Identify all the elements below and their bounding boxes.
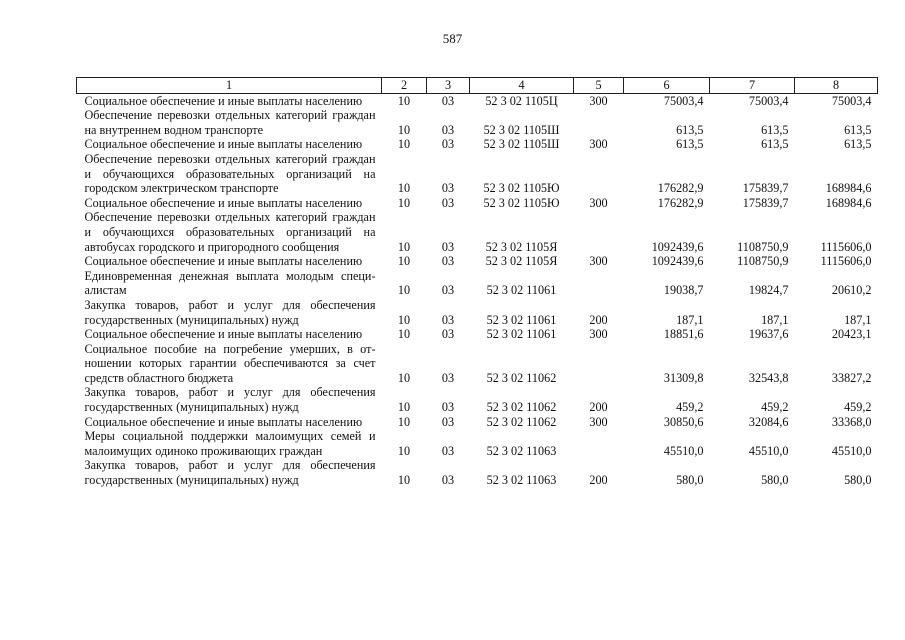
subsection-code: 03 (441, 370, 455, 385)
row-name: Обеспечение перевозки отдельных категорий граждан и обучающихся образовательных организаций на городском электрическом транспорте (84, 151, 376, 196)
column-header: 7 (710, 78, 795, 94)
target-article-code: 52 3 02 1105Ц (485, 93, 558, 108)
amount-col6: 45510,0 (663, 443, 704, 458)
amount-col6: 75003,4 (663, 93, 704, 108)
amount-col6: 613,5 (676, 122, 704, 137)
table-row (77, 93, 878, 108)
expense-type-code (574, 269, 624, 298)
amount-col7: 459,2 (761, 400, 789, 415)
row-name: Социальное обеспечение и иные выплаты населению (84, 93, 363, 108)
amount-col6: 187,1 (676, 312, 704, 327)
amount-col8: 33368,0 (831, 414, 872, 429)
section-code: 10 (397, 137, 411, 152)
section-code: 10 (397, 181, 411, 196)
amount-col7: 32543,8 (748, 370, 789, 385)
subsection-code: 03 (441, 195, 455, 210)
target-article-code: 52 3 02 1105Ю (483, 181, 560, 196)
table-row (77, 298, 878, 327)
target-article-code: 52 3 02 11062 (486, 414, 557, 429)
amount-col6: 1092439,6 (651, 254, 704, 269)
expense-type-code: 300 (589, 327, 608, 342)
section-code: 10 (397, 370, 411, 385)
expense-type-code: 200 (589, 312, 608, 327)
amount-col8: 75003,4 (831, 93, 872, 108)
section-code: 10 (397, 327, 411, 342)
amount-col8: 33827,2 (831, 370, 872, 385)
amount-col6: 459,2 (676, 400, 704, 415)
amount-col8: 1115606,0 (820, 239, 872, 254)
amount-col6: 30850,6 (663, 414, 704, 429)
amount-col6: 176282,9 (657, 195, 704, 210)
amount-col7: 75003,4 (748, 93, 789, 108)
subsection-code: 03 (441, 254, 455, 269)
expense-type-code: 300 (589, 414, 608, 429)
amount-col8: 168984,6 (825, 195, 872, 210)
amount-col7: 613,5 (761, 122, 789, 137)
expense-type-code: 200 (589, 400, 608, 415)
row-name: Социальное обеспечение и иные выплаты населению (84, 195, 363, 210)
table-row (77, 254, 878, 269)
table-row (77, 327, 878, 342)
section-code: 10 (397, 400, 411, 415)
amount-col8: 580,0 (844, 473, 872, 488)
table-row (77, 458, 878, 487)
amount-col8: 20610,2 (831, 283, 872, 298)
table-row (77, 415, 878, 430)
amount-col7: 187,1 (761, 312, 789, 327)
subsection-code: 03 (441, 137, 455, 152)
amount-col7: 32084,6 (748, 414, 789, 429)
column-header: 2 (382, 78, 427, 94)
amount-col7: 580,0 (761, 473, 789, 488)
amount-col7: 19637,6 (748, 327, 789, 342)
target-article-code: 52 3 02 11062 (486, 370, 557, 385)
subsection-code: 03 (441, 181, 455, 196)
table-row (77, 137, 878, 152)
expense-type-code: 300 (589, 137, 608, 152)
amount-col6: 31309,8 (663, 370, 704, 385)
budget-table (76, 77, 878, 488)
target-article-code: 52 3 02 11063 (486, 443, 557, 458)
section-code: 10 (397, 239, 411, 254)
section-code: 10 (397, 414, 411, 429)
subsection-code: 03 (441, 473, 455, 488)
amount-col8: 459,2 (844, 400, 872, 415)
expense-type-code (574, 342, 624, 386)
section-code: 10 (397, 443, 411, 458)
section-code: 10 (397, 312, 411, 327)
subsection-code: 03 (441, 283, 455, 298)
table-row (77, 210, 878, 254)
subsection-code: 03 (441, 400, 455, 415)
amount-col8: 168984,6 (825, 181, 872, 196)
target-article-code: 52 3 02 11061 (486, 312, 557, 327)
target-article-code: 52 3 02 11063 (486, 473, 557, 488)
amount-col8: 45510,0 (831, 443, 872, 458)
row-name: Социальное пособие на погребение умерших, в отношении которых гарантии обеспечиваются за счет средств областного бюджета (84, 341, 376, 385)
amount-col8: 613,5 (844, 122, 872, 137)
amount-col7: 1108750,9 (737, 254, 789, 269)
amount-col6: 176282,9 (657, 181, 704, 196)
amount-col6: 19038,7 (663, 283, 704, 298)
section-code: 10 (397, 195, 411, 210)
section-code: 10 (397, 283, 411, 298)
expense-type-code: 300 (589, 195, 608, 210)
expense-type-code: 200 (589, 473, 608, 488)
target-article-code: 52 3 02 1105Я (485, 254, 558, 269)
amount-col8: 187,1 (844, 312, 872, 327)
target-article-code: 52 3 02 1105Я (485, 239, 558, 254)
row-name: Закупка товаров, работ и услуг для обеспечения государственных (муниципальных) нужд (84, 385, 376, 415)
amount-col8: 20423,1 (831, 327, 872, 342)
expense-type-code: 300 (589, 93, 608, 108)
row-name: Социальное обеспечение и иные выплаты населению (84, 137, 363, 152)
target-article-code: 52 3 02 1105Ш (483, 137, 560, 152)
amount-col6: 580,0 (676, 473, 704, 488)
target-article-code: 52 3 02 11061 (486, 327, 557, 342)
table-row (77, 385, 878, 414)
amount-col7: 45510,0 (748, 443, 789, 458)
table-row (77, 429, 878, 458)
amount-col7: 1108750,9 (737, 239, 789, 254)
row-name: Закупка товаров, работ и услуг для обеспечения государственных (муниципальных) нужд (84, 297, 376, 327)
subsection-code: 03 (441, 443, 455, 458)
amount-col6: 613,5 (676, 137, 704, 152)
subsection-code: 03 (441, 327, 455, 342)
section-code: 10 (397, 93, 411, 108)
header-row (77, 78, 878, 94)
amount-col7: 175839,7 (742, 195, 789, 210)
amount-col7: 613,5 (761, 137, 789, 152)
table-row (77, 152, 878, 196)
target-article-code: 52 3 02 1105Ю (483, 195, 560, 210)
row-name: Обеспечение перевозки отдельных категорий граждан на внутреннем водном транспорте (84, 108, 376, 137)
section-code: 10 (397, 473, 411, 488)
table-row (77, 196, 878, 211)
expense-type-code (574, 152, 624, 196)
row-name: Социальное обеспечение и иные выплаты населению (84, 327, 363, 342)
table-row (77, 342, 878, 386)
amount-col8: 1115606,0 (820, 254, 872, 269)
amount-col6: 18851,6 (663, 327, 704, 342)
row-name: Закупка товаров, работ и услуг для обеспечения государственных (муниципальных) нужд (84, 458, 376, 488)
target-article-code: 52 3 02 11062 (486, 400, 557, 415)
amount-col7: 19824,7 (748, 283, 789, 298)
target-article-code: 52 3 02 1105Ш (483, 122, 560, 137)
amount-col6: 1092439,6 (651, 239, 704, 254)
table-row (77, 108, 878, 137)
row-name: Обеспечение перевозки отдельных категорий граждан и обучающихся образовательных организаций на автобусах городского и пригородного сообщения (84, 210, 376, 254)
column-header: 6 (624, 78, 710, 94)
row-name: Социальное обеспечение и иные выплаты населению (84, 414, 363, 429)
row-name: Единовременная денежная выплата молодым специалистам (84, 268, 376, 298)
expense-type-code (574, 210, 624, 254)
target-article-code: 52 3 02 11061 (486, 283, 557, 298)
column-header: 1 (77, 78, 382, 94)
column-header: 8 (795, 78, 878, 94)
subsection-code: 03 (441, 122, 455, 137)
expense-type-code (574, 108, 624, 137)
section-code: 10 (397, 122, 411, 137)
column-header: 4 (470, 78, 574, 94)
page-number: 587 (442, 31, 463, 46)
column-header: 3 (427, 78, 470, 94)
expense-type-code (574, 429, 624, 458)
section-code: 10 (397, 254, 411, 269)
column-header: 5 (574, 78, 624, 94)
subsection-code: 03 (441, 239, 455, 254)
amount-col8: 613,5 (844, 137, 872, 152)
row-name: Социальное обеспечение и иные выплаты населению (84, 254, 363, 269)
subsection-code: 03 (441, 93, 455, 108)
amount-col7: 175839,7 (742, 181, 789, 196)
subsection-code: 03 (441, 312, 455, 327)
expense-type-code: 300 (589, 254, 608, 269)
subsection-code: 03 (441, 414, 455, 429)
row-name: Меры социальной поддержки малоимущих семей и малоимущих одиноко проживающих граждан (84, 429, 376, 458)
table-row (77, 269, 878, 298)
